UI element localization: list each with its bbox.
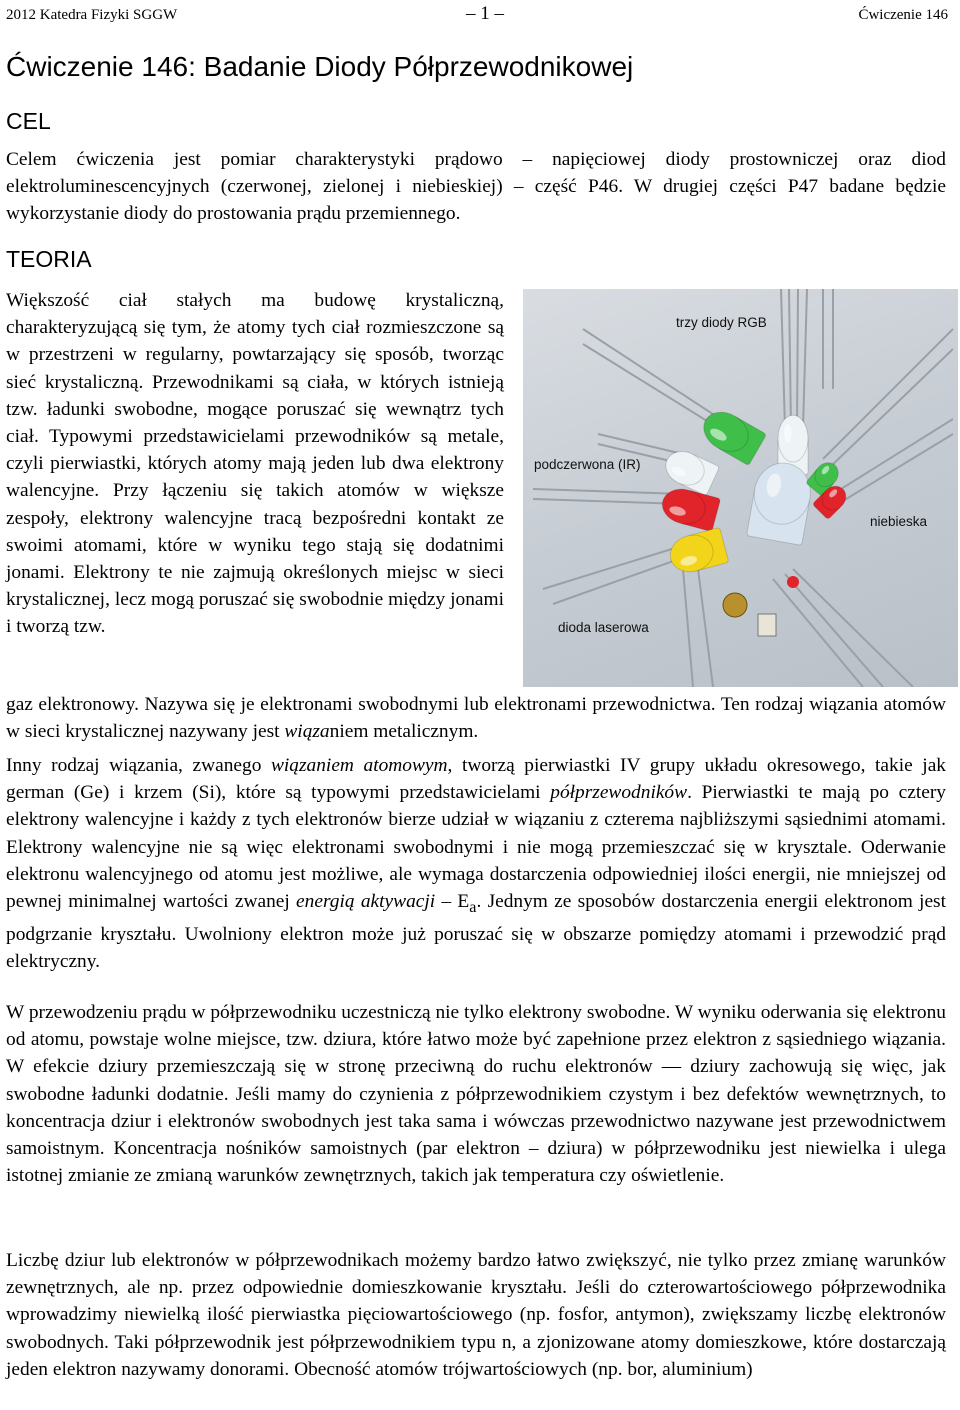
tiny-red-led: [787, 576, 799, 588]
label-laser: dioda laserowa: [558, 620, 649, 635]
led-red-left: [658, 485, 720, 532]
page-header: [6, 4, 948, 26]
lead-rgb-1: [781, 289, 785, 429]
lead-red2-2: [838, 434, 953, 504]
lead-red-2: [533, 499, 683, 504]
header-left: 2012 Katedra Fizyki SGGW: [6, 7, 178, 23]
laser-diode: [723, 593, 747, 617]
lead-red-1: [533, 489, 683, 494]
label-ir: podczerwona (IR): [534, 457, 641, 472]
lead-ir-1: [598, 434, 683, 454]
lead-bottom-3: [793, 569, 913, 687]
lead-green-1: [583, 329, 728, 424]
led-ir: [660, 445, 719, 495]
lead-rgb-2: [789, 289, 791, 429]
lead-laser-2: [698, 569, 713, 687]
cel-paragraph: Celem ćwiczenia jest pomiar charakterystyki prądowo – napięciowej diody prostowniczej oraz diod elektroluminescencyjnych (czerwonej, zielonej i niebieskiej) – część P46. W drugiej części P47 badane będzie wykorzystanie diody do prostowania prądu przemiennego.: [6, 149, 946, 225]
label-blue: niebieska: [870, 514, 928, 529]
led-green-left: [697, 405, 767, 466]
smd-component: [758, 614, 776, 636]
section-heading-teoria: TEORIA: [6, 246, 92, 272]
teoria-paragraph-4: Liczbę dziur lub elektronów w półprzewodnikach możemy bardzo łatwo zwiększyć, nie tylko przez zmianę warunków zewnętrznych, ale np. przez odpowiednie domieszkowanie kryształu. Jeśli do czterowartościowego półprzewodnika wprowadzimy niewielką ilość pierwiastka pięciowartościowego (np. fosfor, antymon), zwiększamy liczbę elektronów swobodnych. Taki półprzewodnik jest półprzewodnikiem typu n, a zjonizowane atomy domieszkowe, które dostarczają jeden elektron nazywamy donorami. Obecność atomów trójwartościowych (np. bor, aluminium): [6, 1250, 946, 1380]
lead-rgb-4: [803, 289, 807, 429]
led-yellow: [666, 527, 729, 576]
teoria-paragraph-2: Inny rodzaj wiązania, zwanego wiązaniem atomowym, tworzą pierwiastki IV grupy układu okresowego, takie jak german (Ge) i krzem (Si), które są typowymi przedstawicielami półprzewodników. Pierwiastki te mają po cztery elektrony walencyjne i każdy z tych elektronów bierze udział w wiązaniu z czterema najbliższymi sąsiednimi atomami. Elektrony walencyjne nie są więc elektronami swobodnymi i nie mogą przemieszczać się w krysztale. Oderwanie elektronu walencyjnego od atomu jest możliwe, ale wymaga dostarczenia odpowiedniej ilości energii, nie mniejszej od pewnej minimalnej wartości zwanej energią aktywacji – $E_a$. Jednym ze sposobów dostarczenia energii elektronom jest podgrzanie kryształu. Uwolniony elektron może już poruszać się w obszarze pomiędzy atomami i przewodzić prąd elektryczny.: [6, 755, 946, 973]
page-title: Ćwiczenie 146: Badanie Diody Półprzewodnikowej: [6, 51, 634, 82]
led-photo: [523, 289, 958, 687]
header-right: Ćwiczenie 146: [858, 7, 948, 23]
label-rgb: trzy diody RGB: [676, 315, 767, 330]
lead-rgb-3: [797, 289, 798, 429]
lead-bottom-2: [785, 574, 883, 687]
lead-green2-2: [828, 349, 953, 469]
lead-laser-1: [683, 569, 693, 687]
section-heading-cel: CEL: [6, 108, 51, 134]
teoria-paragraph-1: Większość ciał stałych ma budowę krystaliczną, charakteryzującą się tym, że atomy tych ciał rozmieszczone są w przestrzeni w regularny, powtarzający się sposób, tworząc sieć krystaliczną. Przewodnikami są ciała, w których istnieją tzw. ładunki swobodne, mogące poruszać się wewnątrz tych ciał. Typowymi przedstawicielami przewodników są metale, czyli pierwiastki, których atomy mają jeden lub dwa elektrony walencyjne. Przy łączeniu się takich atomów w większe zespoły, elektrony walencyjne tracą bezpośredni kontakt ze swoimi atomami, które w wyniku tego stają się dodatnimi jonami. Elektrony te nie zajmują określonych miejsc w sieci krystalicznej, lecz mogą poruszać się swobodnie między jonami i tworzą tzw.: [6, 290, 504, 638]
lead-green2-1: [823, 329, 953, 459]
lead-bottom-1: [773, 579, 863, 687]
teoria-paragraph-3: W przewodzeniu prądu w półprzewodniku uczestniczą nie tylko elektrony swobodne. W wyniku oderwania się elektronu od atomu, powstaje wolne miejsce, tzw. dziura, które łatwo może być zapełnione przez elektron z sąsiedniego wiązania. W efekcie dziury przemieszczają się w stronę przeciwną do ruchu elektronów — dziury zachowują się więc, jak swobodne ładunki dodatnie. Jeśli mamy do czynienia z półprzewodnikiem czystym i bez defektów wewnętrznych, to koncentracja dziur i elektronów swobodnych jest taka sama i wówczas przewodnictwo nazywane jest przewodnictwem samoistnym. Koncentracja nośników samoistnych (par elektron – dziura) w półprzewodniku jest niewielka i ulega istotnej zmianie ze zmianą warunków zewnętrznych, takich jak temperatura czy oświetlenie.: [6, 1002, 946, 1187]
page-number: – 1 –: [466, 3, 504, 24]
teoria-paragraph-1-continued: gaz elektronowy. Nazywa się je elektronami swobodnymi lub elektronami przewodnictwa. Ten rodzaj wiązania atomów w sieci krystalicznej nazywany jest wiązaniem metalicznym.: [6, 694, 946, 743]
